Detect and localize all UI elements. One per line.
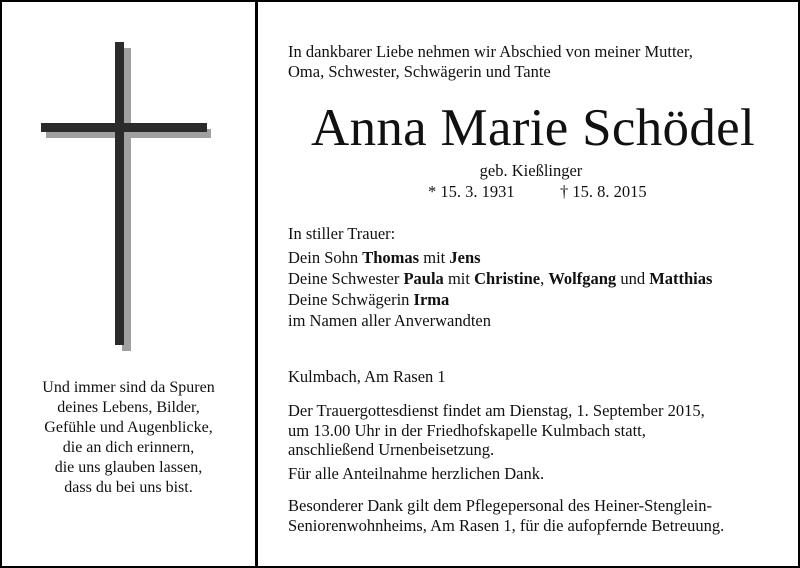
mourner-line (288, 248, 712, 269)
life-dates (288, 182, 788, 202)
poem-line: die uns glauben lassen, (54, 459, 203, 476)
intro-line: Oma, Schwester, Schwägerin und Tante (288, 62, 551, 81)
poem-line: Und immer sind da Spuren (42, 379, 215, 396)
mourner-name: Wolfgang (548, 269, 617, 288)
mourner-name: Christine (474, 269, 541, 288)
address: Kulmbach, Am Rasen 1 (288, 367, 446, 386)
mourners-heading: In stiller Trauer: (288, 224, 396, 243)
mourner-name: Thomas (362, 248, 420, 267)
mourner-name: Matthias (649, 269, 713, 288)
death-date: † 15. 8. 2015 (560, 182, 647, 201)
poem-line: Gefühle und Augenblicke, (44, 419, 213, 436)
cross-horizontal-beam (41, 123, 207, 132)
intro-line: In dankbarer Liebe nehmen wir Abschied von meiner Mutter, (288, 42, 693, 61)
deceased-name: Anna Marie Schödel (311, 99, 755, 157)
mourner-text: Deine Schwester (288, 269, 404, 288)
birth-date: * 15. 3. 1931 (428, 182, 515, 201)
funeral-service-info (288, 401, 788, 460)
mourner-line (288, 290, 712, 311)
mourner-line (288, 269, 712, 290)
mourners-block (288, 224, 712, 332)
mourner-text: mit (419, 248, 450, 267)
mourner-text: Dein Sohn (288, 248, 363, 267)
cross-vertical-beam (115, 42, 124, 345)
poem-line: deines Lebens, Bilder, (57, 399, 200, 416)
mourner-text: mit (443, 269, 475, 288)
intro-text (288, 42, 693, 82)
mourner-line: im Namen aller Anverwandten (288, 311, 491, 330)
special-thanks (288, 496, 724, 535)
cross-icon (2, 2, 255, 362)
maiden-name: geb. Kießlinger (479, 161, 583, 180)
mourner-name: Irma (413, 290, 450, 309)
service-line: Der Trauergottesdienst findet am Dienstag, 1. September 2015, (288, 401, 705, 420)
mourner-text: und (616, 269, 650, 288)
mourner-name: Jens (449, 248, 481, 267)
general-thanks: Für alle Anteilnahme herzlichen Dank. (288, 464, 545, 483)
mourner-text: , (540, 269, 549, 288)
mourner-text: Deine Schwägerin (288, 290, 414, 309)
memorial-poem (2, 378, 255, 498)
thanks-line: Seniorenwohnheims, Am Rasen 1, für die aufopfernde Betreuung. (288, 515, 725, 535)
service-line: um 13.00 Uhr in der Friedhofskapelle Kulmbach statt, (288, 420, 646, 440)
poem-line: dass du bei uns bist. (64, 479, 193, 496)
service-line: anschließend Urnenbeisetzung. (288, 440, 495, 459)
vertical-divider (255, 2, 258, 568)
poem-line: die an dich erinnern, (62, 439, 195, 456)
thanks-line: Besonderer Dank gilt dem Pflegepersonal des Heiner-Stenglein- (288, 496, 712, 515)
mourner-name: Paula (403, 269, 444, 288)
